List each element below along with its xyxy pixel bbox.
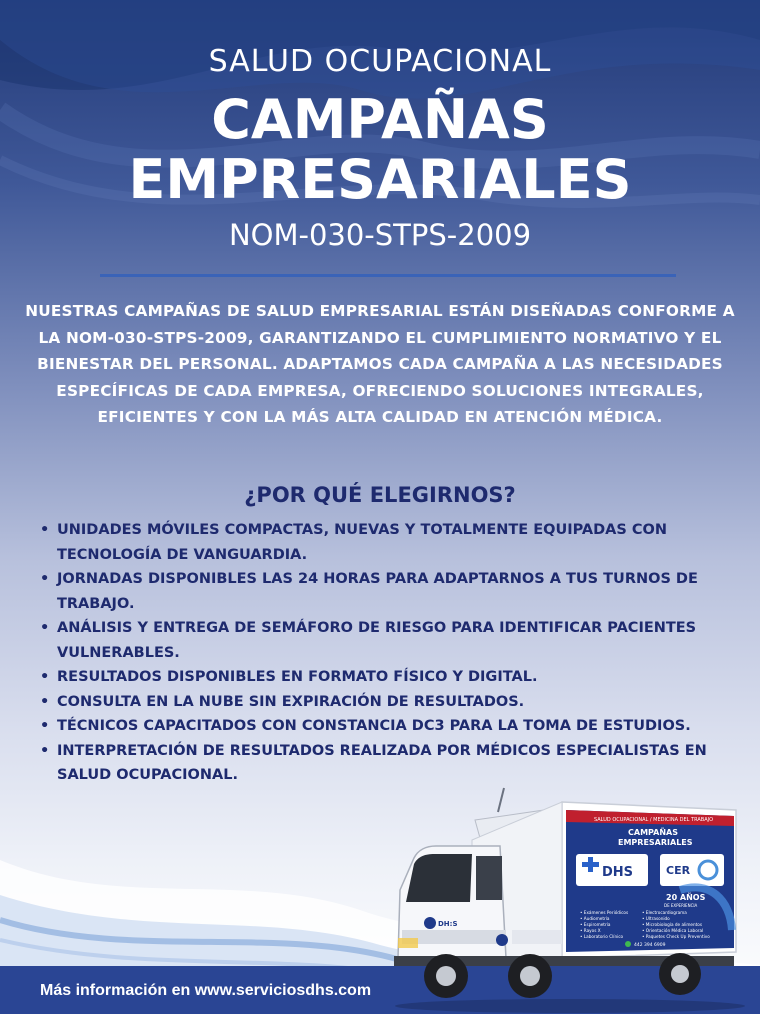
list-item: • JORNADAS DISPONIBLES LAS 24 HORAS PARA ADAPTARNOS A TUS TURNOS DE TRABAJO.	[40, 567, 730, 616]
title-line-2: EMPRESARIALES	[128, 148, 632, 211]
svg-text:DH:S: DH:S	[438, 920, 458, 928]
box-header-text: SALUD OCUPACIONAL / MEDICINA DEL TRABAJO	[594, 817, 714, 823]
divider	[100, 274, 676, 277]
service-item: • Orientación Médica Laboral	[642, 928, 704, 933]
mobile-unit-truck-image	[380, 780, 760, 1014]
list-item: • TÉCNICOS CAPACITADOS CON CONSTANCIA DC3 PARA LA TOMA DE ESTUDIOS.	[40, 714, 730, 739]
footer-info-link[interactable]: Más información en www.serviciosdhs.com	[40, 982, 372, 999]
page-title	[0, 90, 760, 210]
list-item: • ANÁLISIS Y ENTREGA DE SEMÁFORO DE RIESGO PARA IDENTIFICAR PACIENTES VULNERABLES.	[40, 616, 730, 665]
partner-logo-text: CER	[666, 864, 691, 877]
service-item: • Ultrasonido	[642, 916, 670, 921]
dhs-logo-text: DHS	[602, 865, 634, 880]
truck-phone: 442 394 6909	[634, 943, 666, 948]
service-item: • Electrocardiograma	[642, 910, 687, 915]
box-title-line-1: CAMPAÑAS	[628, 828, 678, 837]
service-item: • Rayos X	[580, 928, 601, 933]
list-item: • UNIDADES MÓVILES COMPACTAS, NUEVAS Y TOTALMENTE EQUIPADAS CON TECNOLOGÍA DE VANGUARDIA.	[40, 518, 730, 567]
intro-line: ESPECÍFICAS DE CADA EMPRESA, OFRECIENDO SOLUCIONES INTEGRALES,	[56, 381, 704, 400]
intro-paragraph	[22, 298, 738, 431]
whatsapp-icon	[625, 941, 631, 947]
years-line-1: 20 AÑOS	[666, 893, 706, 902]
intro-line: NUESTRAS CAMPAÑAS DE SALUD EMPRESARIAL ESTÁN DISEÑADAS CONFORME A	[25, 302, 735, 320]
intro-line: EFICIENTES Y CON LA MÁS ALTA CALIDAD EN ATENCIÓN MÉDICA.	[97, 408, 663, 426]
list-item: • CONSULTA EN LA NUBE SIN EXPIRACIÓN DE RESULTADOS.	[40, 690, 730, 715]
why-us-list	[40, 518, 730, 788]
title-line-1: CAMPAÑAS	[211, 88, 549, 151]
service-item: • Espirometría	[580, 922, 611, 927]
service-item: • Audiometría	[580, 916, 610, 921]
norm-reference: NOM-030-STPS-2009	[228, 218, 532, 252]
intro-line: BIENESTAR DEL PERSONAL. ADAPTAMOS CADA CAMPAÑA A LAS NECESIDADES	[37, 355, 723, 373]
intro-line: LA NOM-030-STPS-2009, GARANTIZANDO EL CUMPLIMIENTO NORMATIVO Y EL	[38, 328, 722, 347]
service-item: • Microbiología de alimentos	[642, 922, 703, 927]
list-item: • RESULTADOS DISPONIBLES EN FORMATO FÍSICO Y DIGITAL.	[40, 665, 730, 690]
service-item: • Exámenes Periódicos	[580, 910, 629, 915]
box-title-line-2: EMPRESARIALES	[618, 838, 693, 847]
years-line-2: DE EXPERIENCIA	[664, 903, 698, 908]
kicker-subtitle: SALUD OCUPACIONAL	[208, 44, 552, 79]
service-item: • Laboratorio Clínico	[580, 934, 624, 939]
list-item: • INTERPRETACIÓN DE RESULTADOS REALIZADA POR MÉDICOS ESPECIALISTAS EN SALUD OCUPACIONAL.	[40, 739, 730, 788]
service-item: • Paquetes Check Up Preventivo	[642, 934, 710, 939]
why-us-heading: ¿POR QUÉ ELEGIRNOS?	[244, 483, 516, 507]
